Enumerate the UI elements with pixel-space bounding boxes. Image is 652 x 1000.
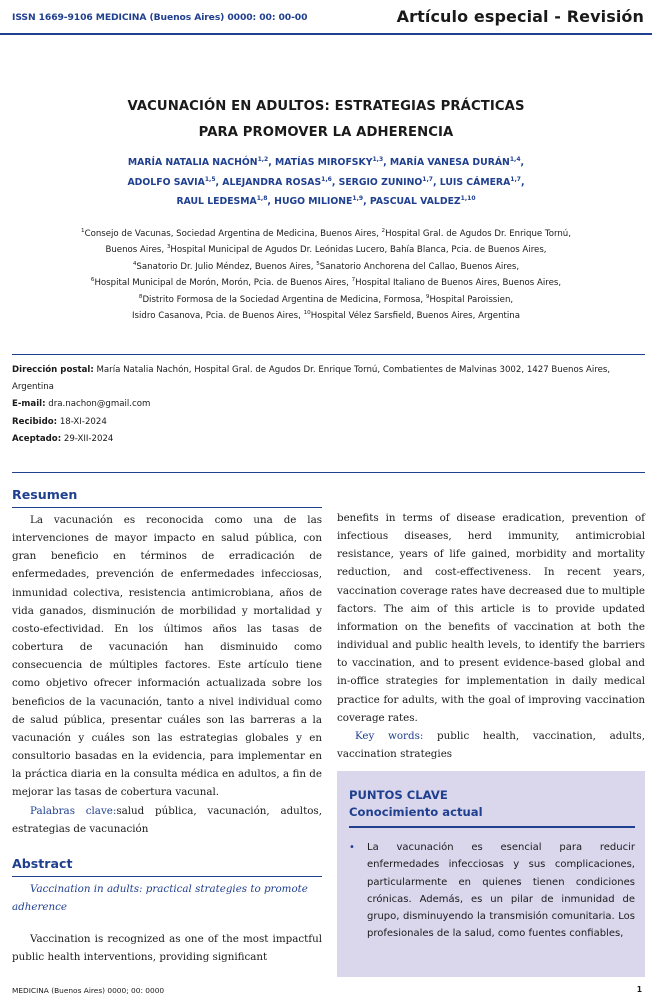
author-name: MATÍAS MIROFSKY xyxy=(275,157,373,168)
key-points-heading-block xyxy=(337,771,645,821)
keywords-value: salud pública, vacunación, adultos, estrategias de vacunación xyxy=(12,804,322,835)
keywords-label: Palabras clave: xyxy=(30,804,117,817)
author-name: RAUL LEDESMA xyxy=(176,196,257,207)
email-link[interactable]: dra.nachon@gmail.com xyxy=(48,399,151,410)
affil-number: 5 xyxy=(316,260,320,267)
address-label: Dirección postal: xyxy=(12,365,94,375)
accepted-date: 29-XII-2024 xyxy=(63,433,114,444)
affiliation-line xyxy=(0,226,652,242)
author-list xyxy=(0,153,652,212)
abstract-text-start: Vaccination is recognized as one of the most impactful public health interventions, providing significant xyxy=(12,933,322,964)
affiliation-text: Hospital Municipal de Agudos Dr. Leónidas Lucero, Bahía Blanca, Pcia. de Buenos Aires, xyxy=(170,245,547,256)
affiliation-text: Sanatorio Anchorena del Callao, Buenos Aires, xyxy=(319,261,520,272)
affil-number: 4 xyxy=(132,260,137,267)
abstract-rule xyxy=(12,876,322,877)
affiliation-text: Isidro Casanova, Pcia. de Buenos Aires, xyxy=(132,311,304,322)
abstract-section xyxy=(12,854,322,967)
author-name: ADOLFO SAVIA xyxy=(127,176,205,188)
address-value: María Natalia Nachón, Hospital Gral. de Agudos Dr. Enrique Tornú, Combatientes de Malvinas 3002, 1427 Buenos Aires, Argentina xyxy=(12,365,611,393)
resumen-rule xyxy=(12,507,322,508)
article-title xyxy=(0,94,652,146)
affiliation-text: Sanatorio Dr. Julio Méndez, Buenos Aires, xyxy=(136,261,317,272)
author-name: HUGO MILIONE xyxy=(274,196,353,207)
author-name: MARÍA VANESA DURÁN xyxy=(389,157,510,168)
affiliation-text: Hospital Italiano de Buenos Aires, Buenos Aires, xyxy=(355,278,562,289)
affil-number: 2 xyxy=(381,228,386,235)
affiliation-line xyxy=(0,242,652,258)
author-affil: 1,9 xyxy=(352,194,364,202)
author-affil: 1,10 xyxy=(460,194,476,202)
author-line: RAUL LEDESMA$^{1,8}$, HUGO MILIONE$^{1,9}$, PASCUAL VALDEZ$^{1,10}$ xyxy=(176,194,476,207)
resumen-section xyxy=(12,485,322,838)
header-rule xyxy=(0,33,652,35)
accepted-line xyxy=(12,431,642,448)
author-name: SERGIO ZUNINO xyxy=(338,176,423,188)
affiliation-line xyxy=(0,259,652,275)
received-label: Recibido: xyxy=(12,416,58,427)
affil-number: 10 xyxy=(303,310,311,317)
footer-citation: MEDICINA (Buenos Aires) 0000; 00: 0000 xyxy=(12,986,165,995)
page-number: 1 xyxy=(636,985,642,994)
accepted-label: Aceptado: xyxy=(12,433,62,444)
postal-address xyxy=(12,362,642,396)
author-line: ADOLFO SAVIA$^{1,5}$, ALEJANDRA ROSAS$^{1,6}$, SERGIO ZUNINO$^{1,7}$, LUIS CÁMERA$^{1,7}$, xyxy=(127,175,525,188)
author-affil: 1,7 xyxy=(510,175,521,183)
author-name: LUIS CÁMERA xyxy=(439,176,511,188)
resumen-text: La vacunación es reconocida como una de las intervenciones de mayor impacto en salud pública, con gran beneficio en términos de erradicación de enfermedades, prevención de enfermedades infecciosas, inmunidad colectiva, resistencia antimicrobiana, años de vida ganados, disminución de morbilidad y mortalidad y costo-efectividad. En los últimos años las tasas de cobertura de vacunación han disminuido como consecuencia de múltiples factores. Este artículo tiene como objetivo ofrecer información actualizada sobre los beneficios de la vacunación, tanto a nivel individual como de salud pública, presentar cuáles son las barreras a la vacunación y cuáles son las estrategias globales y en consultorio basadas en la evidencia, para implementar en la práctica diaria en la consulta médica en adultos, a fin de mejorar las tasas de cobertura vacunal. xyxy=(12,514,322,799)
author-name: ALEJANDRA ROSAS xyxy=(222,176,322,188)
author-affil: 1,8 xyxy=(256,194,268,202)
section-rule xyxy=(12,472,645,473)
abstract-keywords xyxy=(337,727,645,763)
email-line xyxy=(12,396,642,413)
key-points-box xyxy=(337,771,645,977)
affil-number: 1 xyxy=(81,228,85,235)
affiliation-text: Distrito Formosa de la Sociedad Argentina de Medicina, Formosa, xyxy=(142,294,426,305)
email-label: E-mail: xyxy=(12,399,46,410)
author-name: MARÍA NATALIA NACHÓN xyxy=(127,157,258,168)
affiliation-text: Hospital Municipal de Morón, Morón, Pcia. de Buenos Aires, xyxy=(94,278,352,289)
affiliation-text: Hospital Paroissien, xyxy=(429,294,514,305)
author-affil: 1,4 xyxy=(509,155,521,163)
affil-number: 8 xyxy=(138,293,143,300)
affil-number: 3 xyxy=(166,244,171,251)
affil-number: 9 xyxy=(425,293,430,300)
affiliation-line xyxy=(0,275,652,291)
abstract-subtitle-text: Vaccination in adults: practical strategies to promote adherence xyxy=(12,883,308,914)
key-points-rule xyxy=(349,826,635,828)
abstract-continued xyxy=(337,509,645,763)
resumen-heading: Resumen xyxy=(12,487,78,502)
author-affil: 1,3 xyxy=(372,155,384,163)
key-point-text: La vacunación es esencial para reducir enfermedades infecciosas y sus complicaciones, particularmente en quienes tienen condiciones crónicas. Además, es un pilar de inmunidad de grupo, disminuyendo la transmisión comunitaria. Los profesionales de la salud, como fuentes confiables, xyxy=(367,842,635,940)
affiliation-text: Hospital Gral. de Agudos Dr. Enrique Tornú, xyxy=(385,229,571,239)
affiliation-text: Buenos Aires, xyxy=(105,245,167,256)
key-point-item xyxy=(349,839,635,943)
title-line-1: VACUNACIÓN EN ADULTOS: ESTRATEGIAS PRÁCTICAS xyxy=(127,99,525,114)
key-points-heading: PUNTOS CLAVE xyxy=(349,788,448,802)
affiliation-line xyxy=(0,308,652,324)
author-affil: 1,5 xyxy=(204,175,216,183)
abstract-subtitle xyxy=(12,880,322,916)
section-header: Artículo especial - Revisión xyxy=(396,7,644,26)
section-rule xyxy=(12,354,645,355)
author-affil: 1,7 xyxy=(422,175,433,183)
resumen-keywords xyxy=(12,802,322,838)
author-affil: 1,6 xyxy=(321,175,332,183)
title-line-2: PARA PROMOVER LA ADHERENCIA xyxy=(198,125,454,140)
journal-header: ISSN 1669-9106 MEDICINA (Buenos Aires) 0000: 00: 00-00 xyxy=(12,12,308,23)
key-points-subheading: Conocimiento actual xyxy=(349,805,483,819)
bullet-icon: • xyxy=(349,842,355,853)
author-affil: 1,2 xyxy=(257,155,269,163)
received-line xyxy=(12,414,642,431)
author-line: MARÍA NATALIA NACHÓN$^{1,2}$, MATÍAS MIROFSKY$^{1,3}$, MARÍA VANESA DURÁN$^{1,4}$, xyxy=(127,155,525,168)
abstract-heading: Abstract xyxy=(12,856,73,871)
contact-block xyxy=(12,362,642,448)
keywords-value: public health, vaccination, adults, vaccination strategies xyxy=(337,729,645,761)
affiliation-line xyxy=(0,292,652,308)
affil-number: 6 xyxy=(90,277,95,284)
affiliations xyxy=(0,226,652,324)
keywords-label: Key words: xyxy=(355,729,424,742)
author-name: PASCUAL VALDEZ xyxy=(369,196,461,207)
abstract-text-cont: benefits in terms of disease eradication, prevention of infectious diseases, herd immunity, antimicrobial resistance, years of life gained, morbidity and mortality reduction, and cost-effectiveness. In recent years, vaccination coverage rates have decreased due to multiple factors. The aim of this article is to provide updated information on the benefits of vaccination at both the individual and public health levels, to identify the barriers to vaccination, and to present evidence-based global and in-office strategies for implementation in daily medical practice for adults, with the goal of improving vaccination coverage rates. xyxy=(337,512,645,724)
affiliation-text: Hospital Vélez Sarsfield, Buenos Aires, Argentina xyxy=(310,311,520,322)
affil-number: 7 xyxy=(351,277,356,284)
received-date: 18-XI-2024 xyxy=(59,416,107,427)
affiliation-text: Consejo de Vacunas, Sociedad Argentina de Medicina, Buenos Aires, xyxy=(84,229,382,239)
